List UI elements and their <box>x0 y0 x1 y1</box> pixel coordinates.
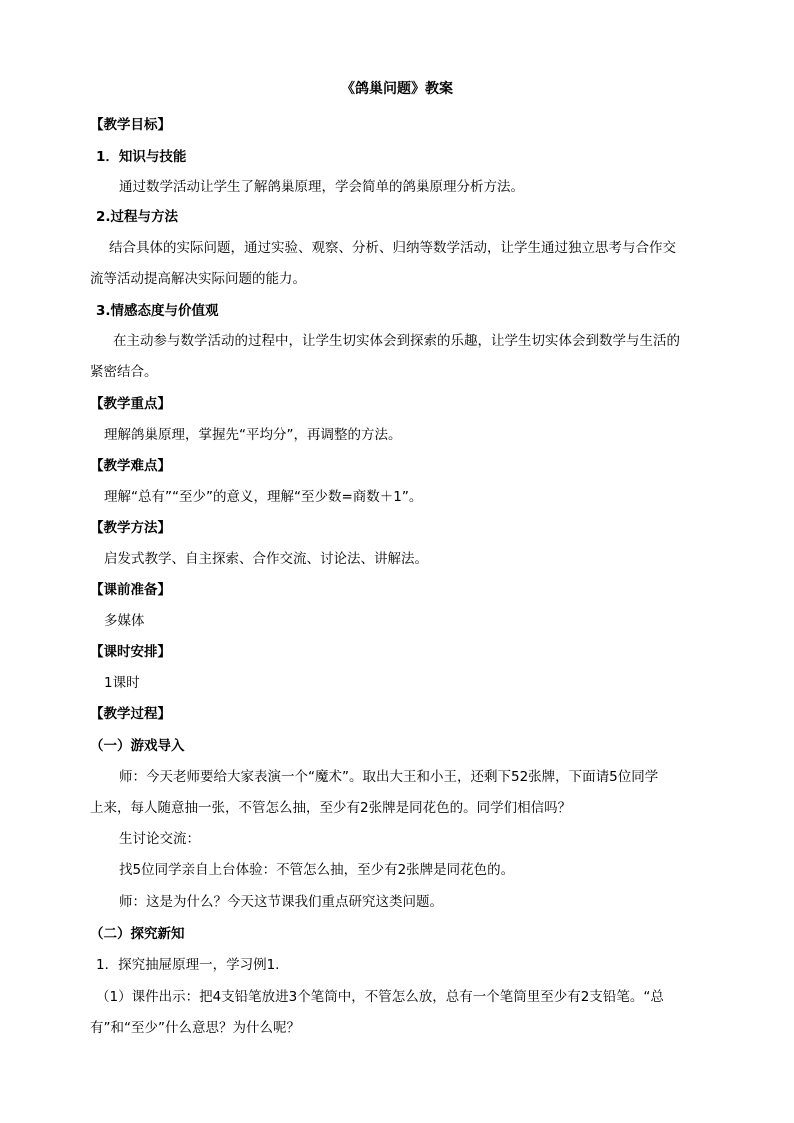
objectives-heading: 【教学目标】 <box>90 117 171 133</box>
game-intro-para1-line2: 上来，每人随意抽一张，不管怎么抽，至少有2张牌是同花色的。同学们相信吗？ <box>90 800 572 816</box>
schedule-text: 1课时 <box>104 675 140 691</box>
teaching-process-heading: 【教学过程】 <box>90 706 171 722</box>
key-points-text: 理解鸽巢原理，掌握先“平均分”，再调整的方法。 <box>104 427 402 443</box>
key-points-heading: 【教学重点】 <box>90 396 171 412</box>
process-method-text-line1: 结合具体的实际问题，通过实验、观察、分析、归纳等数学活动，让学生通过独立思考与合作交 <box>109 240 676 256</box>
explore-step1: 1．探究抽屉原理一，学习例1. <box>96 957 280 973</box>
difficulties-text: 理解“总有”“至少”的意义，理解“至少数=商数＋1”。 <box>104 489 423 505</box>
knowledge-skills-heading: 1．知识与技能 <box>96 149 187 165</box>
explore-step2-line1: （1）课件出示：把4支铅笔放进3个笔筒中，不管怎么放，总有一个笔筒里至少有2支铅笔。“总 <box>96 989 664 1005</box>
attitude-values-heading: 3.情感态度与价值观 <box>96 303 219 319</box>
schedule-heading: 【课时安排】 <box>90 644 171 660</box>
explore-step2-line2: 有”和“至少”什么意思？为什么呢？ <box>90 1020 300 1036</box>
preparation-heading: 【课前准备】 <box>90 582 171 598</box>
game-intro-heading: （一）游戏导入 <box>90 738 185 754</box>
attitude-values-text-line1: 在主动参与数学活动的过程中，让学生切实体会到探索的乐趣，让学生切实体会到数学与生活的 <box>113 333 680 349</box>
preparation-text: 多媒体 <box>104 613 145 629</box>
game-intro-para1-line1: 师：今天老师要给大家表演一个“魔术”。取出大王和小王，还剩下52张牌，下面请5位同学 <box>119 769 659 785</box>
game-intro-para2: 生讨论交流： <box>119 831 200 847</box>
process-method-heading: 2.过程与方法 <box>96 209 179 225</box>
attitude-values-text-line2: 紧密结合。 <box>90 364 158 380</box>
game-intro-para4: 师：这是为什么？今天这节课我们重点研究这类问题。 <box>119 894 443 910</box>
knowledge-skills-text: 通过数学活动让学生了解鸽巢原理，学会简单的鸽巢原理分析方法。 <box>119 179 524 195</box>
methods-text: 启发式教学、自主探索、合作交流、讨论法、讲解法。 <box>104 551 428 567</box>
explore-new-heading: （二）探究新知 <box>90 926 185 942</box>
difficulties-heading: 【教学难点】 <box>90 458 171 474</box>
process-method-text-line2: 流等活动提高解决实际问题的能力。 <box>90 271 306 287</box>
document-title: 《鸽巢问题》教案 <box>341 81 453 97</box>
methods-heading: 【教学方法】 <box>90 520 171 536</box>
game-intro-para3: 找5位同学亲自上台体验：不管怎么抽，至少有2张牌是同花色的。 <box>119 862 515 878</box>
